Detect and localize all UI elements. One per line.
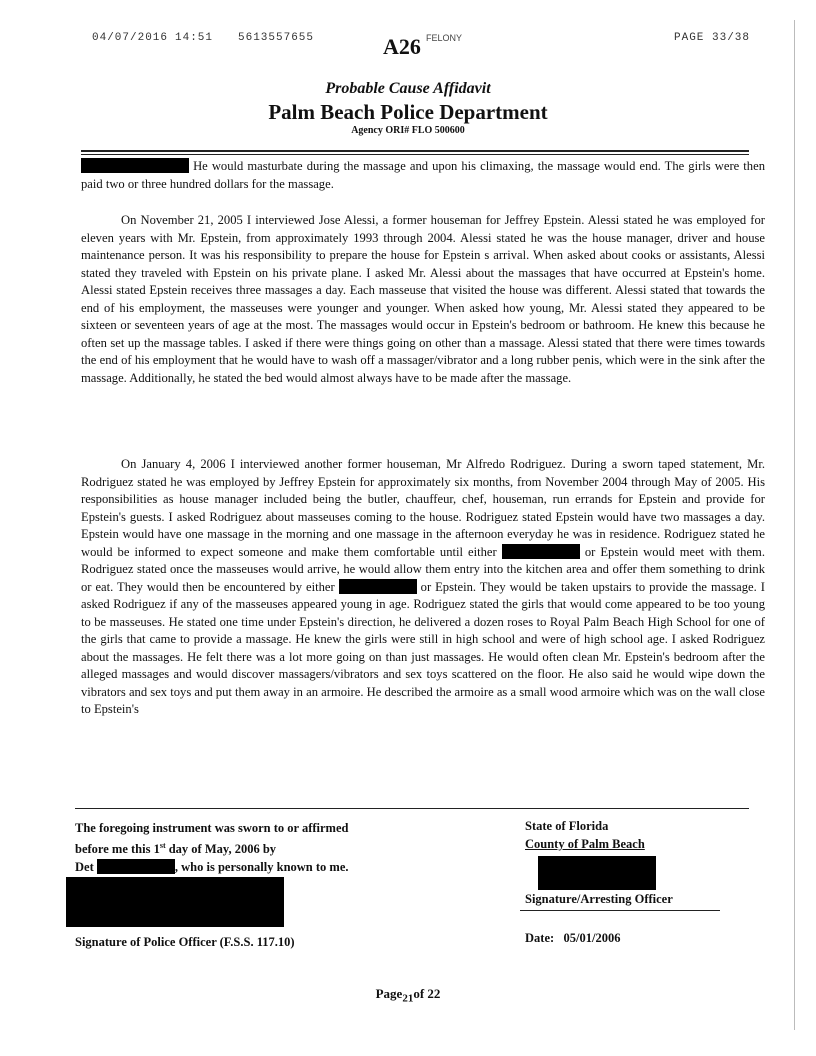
redaction-box	[339, 579, 417, 594]
agency-ori: Agency ORI# FLO 500600	[351, 125, 465, 136]
paragraph-3-text-a: On January 4, 2006 I interviewed another former houseman, Mr Alfredo Rodriguez. During a sworn taped statement, Mr. Rodriguez stated he was employed by Jeffrey Epstein for approximately six months, from November 2004 through May of 2005. His responsibilities as house manager included being the butler, chauffeur, chef, houseman, run errands for Epstein and provide for Epstein's guests. I asked Rodriguez about masseuses coming to the house. Rodriguez stated Epstein would have two massages a day. Epstein would have one massage in the morning and one massage in the afternoon everyday he was in residence. Rodriguez stated he would be informed to expect someone and make them comfortable until either	[81, 457, 765, 559]
sworn-line-1: The foregoing instrument was sworn to or affirmed	[75, 821, 349, 835]
header-rule	[81, 150, 749, 152]
classification-stamp: FELONY	[426, 33, 463, 43]
date-label: Date:	[525, 931, 555, 945]
fax-page-label: PAGE	[674, 32, 705, 44]
paragraph-1	[81, 158, 765, 193]
paragraph-2-text: On November 21, 2005 I interviewed Jose Alessi, a former houseman for Jeffrey Epstein. Alessi stated he was employed for eleven years with Mr. Epstein, from approximately 1993 through 2004. Alessi stated he was the house manager, driver and house maintenance person. It was his responsibility to prepare the house for Epstein s arrival. When asked about cooks or assistants, Alessi stated they traveled with Epstein on his private plane. I asked Mr. Alessi about the massages that have occurred at Epstein's home. Alessi stated Epstein receives three massages a day. Each masseuse that visited the house was different. Alessi stated that towards the end of his employment, the masseuses were younger and younger. When asked how young, Mr. Alessi stated they appeared to be sixteen or seventeen years of age at the most. The massages would occur in Epstein's bedroom or bathroom. He knew this because he often set up the massage tables. I asked if there were things going on other than a massage. Alessi stated that there were times towards the end of his employment that he would have to wash off a massager/vibrator and a long rubber penis, which were in the sink after the massage. Additionally, he stated the bed would almost always have to be made after the massage.	[81, 213, 765, 385]
paragraph-2	[81, 212, 765, 387]
state-label: State of Florida	[525, 819, 609, 833]
county-label: County of Palm Beach	[525, 837, 645, 851]
paragraph-3-text-b: or Epstein would meet with them. Rodriguez stated once the masseuses would arrive, he would allow them entry into the kitchen area and offer them something to drink or eat. They would then be encountered by either	[81, 544, 765, 594]
redacted-signature	[66, 877, 284, 927]
police-signature-label: Signature of Police Officer (F.S.S. 117.10)	[75, 935, 295, 949]
signature-line	[520, 910, 720, 911]
footer-rule	[75, 808, 749, 809]
page-number: Page$_{21}$of 22	[375, 986, 441, 1005]
paragraph-3-text-c: or Epstein. They would be taken upstairs to provide the massage. I asked Rodriguez if any of the masseuses appeared young in age. Rodriguez stated the girls that would come appeared to be too young to be masseuses. He stated one time under Epstein's direction, he delivered a dozen roses to Royal Palm Beach High School for one of the girls that came to provide a massage. He knew the girls were still in high school and were of high school age. I asked Rodriguez about the massages. He felt there was a lot more going on than just massages. He would often clean Mr. Epstein's bedroom after the alleged massages and would discover massagers/vibrators and sex toys scattered on the floor. He also said he would wipe down the vibrators and sex toys and put them away in an armoire. He described the armoire as a small wood armoire which was on the wall close to Epstein's	[81, 579, 765, 716]
fax-page-count: 33/38	[712, 32, 751, 44]
paragraph-3	[81, 456, 765, 719]
date-value: 05/01/2006	[563, 931, 621, 945]
fax-number: 5613557655	[238, 32, 315, 44]
sworn-line-3: Det , who is personally known to me.	[75, 860, 349, 875]
header-rule-thin	[81, 154, 749, 155]
scan-margin-line	[794, 20, 795, 1030]
fax-time: 14:51	[175, 32, 214, 44]
fax-date: 04/07/2016	[92, 32, 169, 44]
sworn-statement	[75, 819, 349, 876]
page-code: A26	[383, 34, 421, 59]
sworn-line-2: before me this 1st day of May, 2006 by	[75, 841, 277, 857]
redaction-box	[97, 859, 175, 874]
redaction-box	[502, 544, 580, 559]
department-title: Palm Beach Police Department	[268, 100, 548, 124]
form-title: Probable Cause Affidavit	[325, 80, 491, 97]
redacted-name	[538, 856, 656, 890]
arresting-signature-label: Signature/Arresting Officer	[525, 892, 673, 906]
paragraph-1-text: He would masturbate during the massage and upon his climaxing, the massage would end. The girls were then paid two or three hundred dollars for the massage.	[81, 159, 765, 191]
redaction-box	[81, 158, 189, 173]
date-field	[525, 929, 620, 947]
